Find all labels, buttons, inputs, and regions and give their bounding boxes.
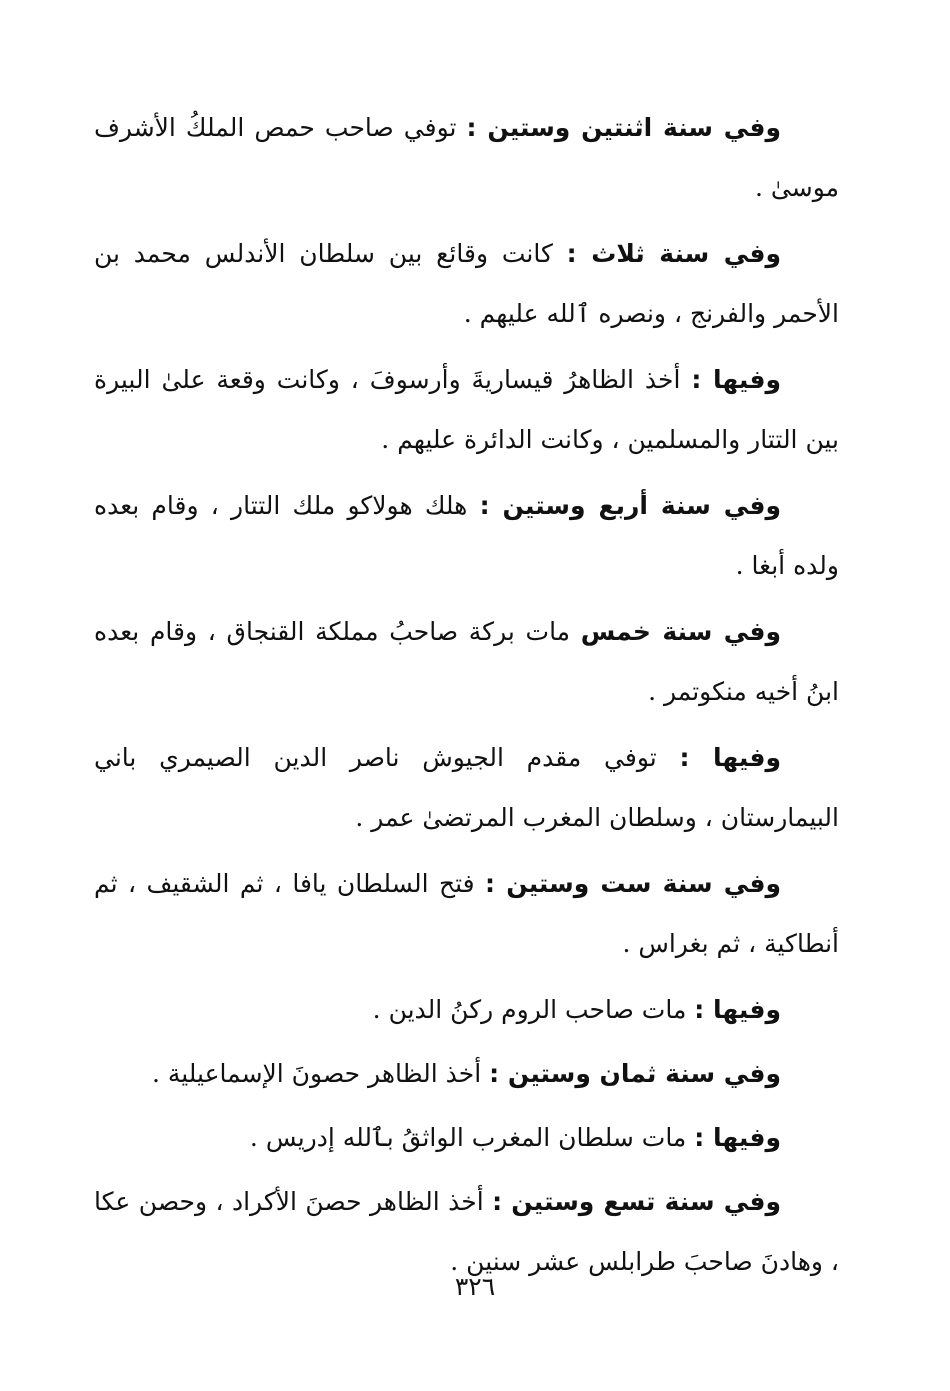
entry-year-64 [94,476,839,596]
entry-same-year [94,350,839,470]
entry-heading: وفي سنة أربع وستين : [479,491,781,520]
entry-heading: وفيها : [694,995,781,1024]
entry-body: أخذ الظاهر حصونَ الإسماعيلية . [151,1059,490,1088]
entry-heading: وفي سنة ثلاث : [566,239,781,268]
entry-body: هلك هولاكو ملك التتار ، وقام بعده ولده أبغا . [94,491,839,580]
entry-year-63 [94,224,839,344]
entry-heading: وفيها : [679,743,781,772]
page-text [94,98,839,1298]
entry-heading: وفي سنة اثنتين وستين : [466,113,781,142]
entry-year-65 [94,602,839,722]
entry-heading: وفيها : [694,1123,781,1152]
entry-heading: وفيها : [691,365,781,394]
entry-same-year [94,980,839,1040]
entry-body: أخذ الظاهر حصنَ الأكراد ، وحصن عكا ، وهادنَ صاحبَ طرابلس عشر سنين . [94,1187,839,1276]
entry-same-year [94,1108,839,1168]
entry-body: توفي مقدم الجيوش ناصر الدين الصيمري باني البيمارستان ، وسلطان المغرب المرتضىٰ عمر . [94,743,839,832]
entry-heading: وفي سنة ثمان وستين : [489,1059,781,1088]
entry-body: مات سلطان المغرب الواثقُ بٱلله إدريس . [249,1123,695,1152]
entry-body: توفي صاحب حمص الملكُ الأشرف موسىٰ . [94,113,839,202]
entry-heading: وفي سنة تسع وستين : [492,1187,782,1216]
entry-body: أخذ الظاهرُ قيساريةَ وأرسوفَ ، وكانت وقعة علىٰ البيرة بين التتار والمسلمين ، وكانت الدائرة عليهم . [94,365,839,454]
entry-heading: وفي سنة خمس [580,617,781,646]
entry-body: كانت وقائع بين سلطان الأندلس محمد بن الأحمر والفرنج ، ونصره ٱلله عليهم . [94,239,839,328]
entry-body: مات صاحب الروم ركنُ الدين . [372,995,695,1024]
entry-same-year [94,728,839,848]
page-number: ٣٢٦ [454,1272,496,1301]
entry-body: فتح السلطان يافا ، ثم الشقيف ، ثم أنطاكية ، ثم بغراس . [94,869,839,958]
entry-year-66 [94,854,839,974]
entry-year-68 [94,1044,839,1104]
entry-heading: وفي سنة ست وستين : [485,869,781,898]
entry-year-62 [94,98,839,218]
entry-body: مات بركة صاحبُ مملكة القنجاق ، وقام بعده ابنُ أخيه منكوتمر . [94,617,839,706]
